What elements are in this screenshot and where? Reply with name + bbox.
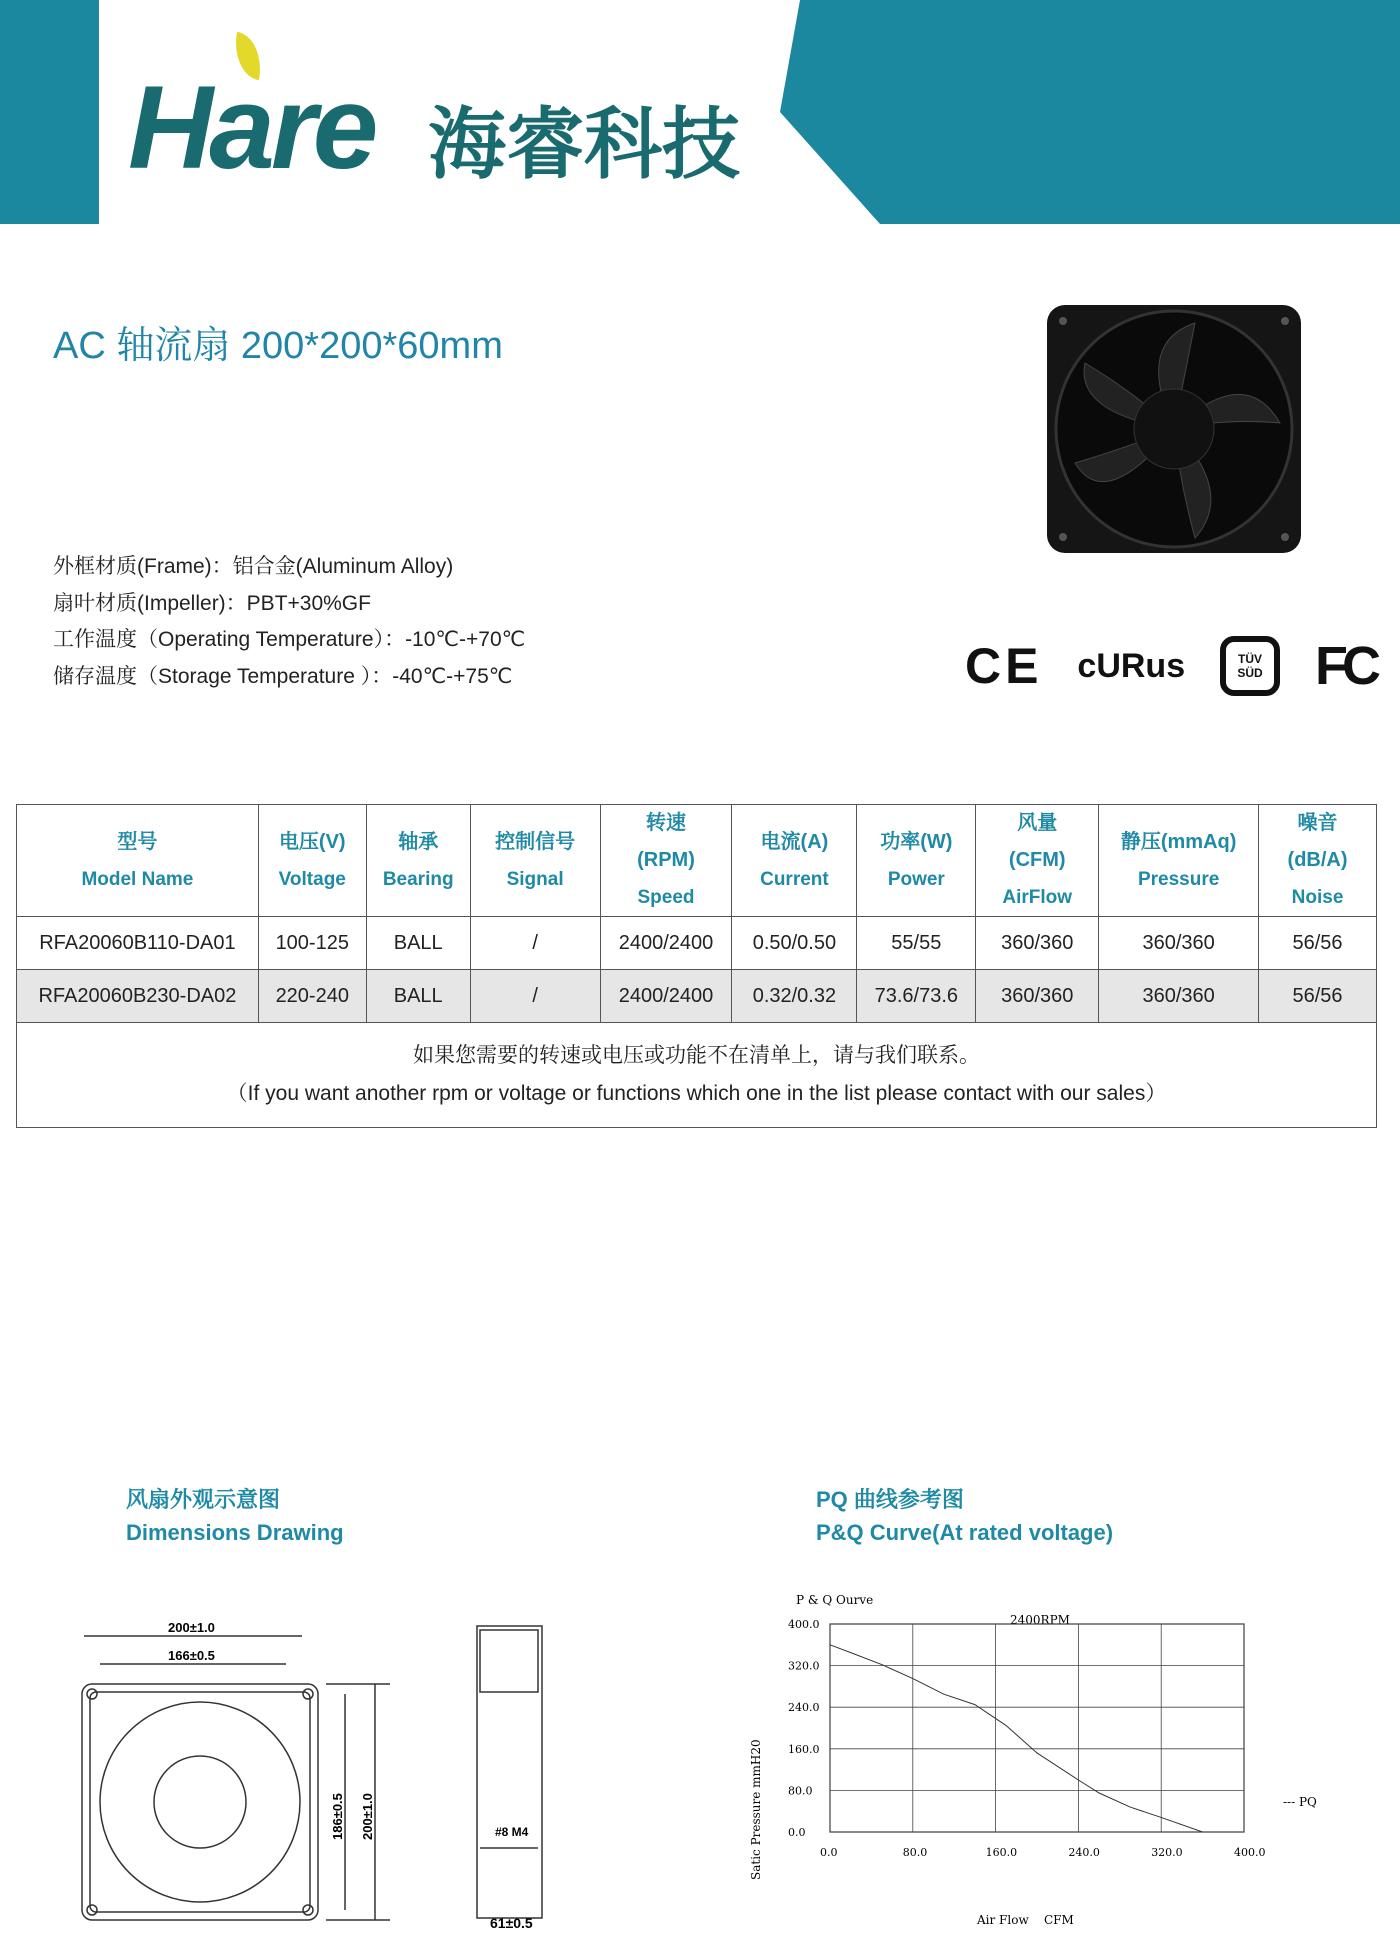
dimensions-title-cn: 风扇外观示意图	[126, 1487, 281, 1512]
x-tick-label: 160.0	[985, 1846, 1018, 1859]
col-current: 电流(A) Current	[732, 805, 857, 917]
table-row	[17, 917, 1377, 970]
chart-title: P & Q Ourve	[796, 1593, 874, 1607]
cell: 2400/2400	[600, 970, 732, 1023]
x-tick-label: 240.0	[1068, 1846, 1100, 1859]
cell: 56/56	[1259, 917, 1377, 970]
dim-label: #8 M4	[495, 1825, 529, 1839]
col-noise: 噪音 (dB/A) Noise	[1259, 805, 1377, 917]
spec-operating-temp: 工作温度（Operating Temperature）：-10℃-+70℃	[53, 628, 526, 651]
logo-cn: 海睿科技	[428, 100, 741, 188]
y-tick-label: 160.0	[788, 1742, 820, 1756]
cell: 55/55	[857, 917, 976, 970]
x-tick-label: 320.0	[1151, 1846, 1183, 1859]
cell: BALL	[366, 970, 470, 1023]
cell: 0.50/0.50	[732, 917, 857, 970]
cell: RFA20060B110-DA01	[17, 917, 259, 970]
x-tick-label: 0.0	[820, 1846, 838, 1859]
cell: 0.32/0.32	[732, 970, 857, 1023]
cell: 2400/2400	[600, 917, 732, 970]
cell: RFA20060B230-DA02	[17, 970, 259, 1023]
pq-curve	[830, 1645, 1203, 1832]
cell: 360/360	[1099, 917, 1259, 970]
dim-label: 200±1.0	[168, 1620, 215, 1635]
chart-subtitle: 2400RPM	[1010, 1613, 1070, 1627]
y-tick-label: 80.0	[788, 1784, 813, 1798]
dimensions-drawing	[70, 1610, 570, 1930]
col-speed: 转速 (RPM) Speed	[600, 805, 732, 917]
y-tick-label: 320.0	[788, 1659, 820, 1673]
pq-title-en: P&Q Curve(At rated voltage)	[816, 1520, 1114, 1545]
col-bearing: 轴承 Bearing	[366, 805, 470, 917]
x-tick-label: 80.0	[902, 1846, 928, 1859]
ce-mark-icon: CE	[965, 638, 1043, 694]
pq-title-cn: PQ 曲线参考图	[816, 1487, 964, 1512]
cell: 56/56	[1259, 970, 1377, 1023]
header-band-right	[780, 0, 1400, 224]
header-band-left	[0, 0, 99, 224]
cell: 360/360	[976, 970, 1099, 1023]
spec-table	[16, 804, 1377, 1128]
logo-text: Hare	[128, 62, 375, 194]
legend-pq: --- PQ	[1283, 1795, 1317, 1809]
cell: 73.6/73.6	[857, 970, 976, 1023]
spec-storage-temp: 储存温度（Storage Temperature ）：-40℃-+75℃	[53, 665, 513, 688]
table-note-row	[17, 1023, 1377, 1128]
table-note: 如果您需要的转速或电压或功能不在清单上，请与我们联系。 （If you want another rpm or voltage or functions which one in the list please contact with our sales）	[17, 1023, 1377, 1128]
y-tick-label: 0.0	[788, 1826, 806, 1839]
dim-label: 166±0.5	[168, 1648, 215, 1663]
product-title: AC 轴流扇 200*200*60mm	[53, 325, 503, 367]
col-pressure: 静压(mmAq) Pressure	[1099, 805, 1259, 917]
cell: /	[470, 917, 600, 970]
dim-label: 61±0.5	[490, 1915, 533, 1930]
cell: 220-240	[258, 970, 366, 1023]
spec-frame: 外框材质(Frame)：铝合金(Aluminum Alloy)	[53, 555, 454, 578]
company-logo	[128, 40, 768, 194]
pq-chart	[730, 1570, 1400, 1939]
table-header-row	[17, 805, 1377, 917]
col-airflow: 风量 (CFM) AirFlow	[976, 805, 1099, 917]
col-voltage: 电压(V) Voltage	[258, 805, 366, 917]
y-tick-label: 240.0	[788, 1701, 820, 1715]
fan-photo	[1045, 303, 1303, 555]
cell: 360/360	[1099, 970, 1259, 1023]
dimensions-title-en: Dimensions Drawing	[126, 1520, 344, 1545]
col-signal: 控制信号 Signal	[470, 805, 600, 917]
dim-label: 186±0.5	[330, 1793, 345, 1840]
cell: BALL	[366, 917, 470, 970]
ul-mark-icon: cURus	[1077, 646, 1186, 685]
tuv-mark-icon: TÜV SÜD	[1220, 636, 1280, 696]
cell: /	[470, 970, 600, 1023]
certification-logos	[965, 636, 1375, 696]
col-model: 型号 Model Name	[17, 805, 259, 917]
x-axis-label: Air Flow CFM	[977, 1913, 1074, 1927]
spec-impeller: 扇叶材质(Impeller)：PBT+30%GF	[53, 592, 371, 615]
table-row	[17, 970, 1377, 1023]
cell: 360/360	[976, 917, 1099, 970]
y-tick-label: 400.0	[788, 1618, 820, 1631]
fcc-mark-icon: FC	[1314, 636, 1375, 696]
y-axis-label: Satic Pressure mmH20	[749, 1739, 763, 1880]
col-power: 功率(W) Power	[857, 805, 976, 917]
dim-label: 200±1.0	[360, 1793, 375, 1840]
cell: 100-125	[258, 917, 366, 970]
plot-frame	[830, 1624, 1244, 1832]
x-tick-label: 400.0	[1234, 1846, 1266, 1859]
